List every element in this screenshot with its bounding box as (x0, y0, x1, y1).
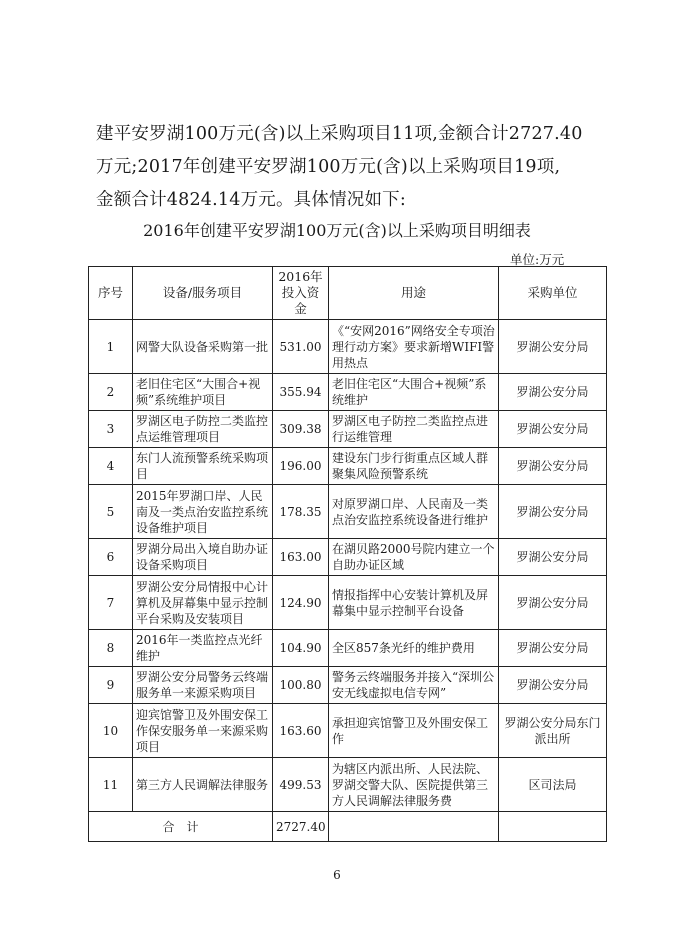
total-fund: 2727.40 (273, 812, 329, 842)
table-row (89, 576, 607, 630)
total-purpose-empty (329, 812, 499, 842)
cell-unit: 罗湖公安分局 (499, 411, 607, 448)
header-no: 序号 (89, 267, 133, 320)
table-row (89, 667, 607, 704)
header-fund-line-1: 2016年 (278, 269, 323, 284)
header-unit: 采购单位 (499, 267, 607, 320)
cell-no: 7 (89, 576, 133, 630)
table-row (89, 630, 607, 667)
cell-purpose: 对原罗湖口岸、人民南及一类点治安监控系统设备进行维护 (329, 485, 499, 539)
cell-unit: 罗湖公安分局 (499, 667, 607, 704)
cell-no: 6 (89, 539, 133, 576)
cell-no: 10 (89, 704, 133, 758)
cell-item: 东门人流预警系统采购项目 (133, 448, 273, 485)
header-item: 设备/服务项目 (133, 267, 273, 320)
paragraph-line-2: 万元;2017年创建平安罗湖100万元(含)以上采购项目19项, (96, 157, 561, 177)
cell-no: 9 (89, 667, 133, 704)
unit-label: 单位:万元 (510, 252, 565, 267)
body-paragraph (96, 118, 616, 217)
cell-purpose: 为辖区内派出所、人民法院、罗湖交警大队、医院提供第三方人民调解法律服务费 (329, 758, 499, 812)
cell-item: 第三方人民调解法律服务 (133, 758, 273, 812)
table-row (89, 485, 607, 539)
table-row (89, 758, 607, 812)
cell-item: 2015年罗湖口岸、人民南及一类点治安监控系统设备维护项目 (133, 485, 273, 539)
cell-fund: 163.00 (273, 539, 329, 576)
cell-item: 罗湖公安分局情报中心计算机及屏幕集中显示控制平台采购及安装项目 (133, 576, 273, 630)
cell-fund: 124.90 (273, 576, 329, 630)
cell-item: 2016年一类监控点光纤维护 (133, 630, 273, 667)
cell-fund: 104.90 (273, 630, 329, 667)
procurement-table (88, 266, 607, 842)
cell-purpose: 《“安网2016”网络安全专项治理行动方案》要求新增WIFI警用热点 (329, 320, 499, 374)
paragraph-line-3: 金额合计4824.14万元。具体情况如下: (96, 190, 406, 210)
header-fund-line-2: 投入资金 (281, 285, 320, 316)
cell-no: 8 (89, 630, 133, 667)
cell-fund: 196.00 (273, 448, 329, 485)
cell-purpose: 情报指挥中心安装计算机及屏幕集中显示控制平台设备 (329, 576, 499, 630)
cell-fund: 100.80 (273, 667, 329, 704)
cell-item: 老旧住宅区“大围合+视频”系统维护项目 (133, 374, 273, 411)
table-total-row (89, 812, 607, 842)
table-row (89, 448, 607, 485)
cell-no: 2 (89, 374, 133, 411)
cell-unit: 罗湖公安分局 (499, 630, 607, 667)
cell-item: 罗湖区电子防控二类监控点运维管理项目 (133, 411, 273, 448)
cell-unit: 罗湖公安分局 (499, 374, 607, 411)
cell-no: 3 (89, 411, 133, 448)
cell-fund: 178.35 (273, 485, 329, 539)
cell-fund: 309.38 (273, 411, 329, 448)
page-number: 6 (333, 868, 341, 882)
cell-purpose: 全区857条光纤的维护费用 (329, 630, 499, 667)
cell-item: 网警大队设备采购第一批 (133, 320, 273, 374)
total-unit-empty (499, 812, 607, 842)
total-label: 合 计 (89, 812, 273, 842)
table-row (89, 374, 607, 411)
table-row (89, 539, 607, 576)
cell-item: 罗湖公安分局警务云终端服务单一来源采购项目 (133, 667, 273, 704)
cell-no: 1 (89, 320, 133, 374)
table-row (89, 320, 607, 374)
table-title: 2016年创建平安罗湖100万元(含)以上采购项目明细表 (143, 221, 531, 240)
cell-unit: 罗湖公安分局 (499, 539, 607, 576)
cell-purpose: 罗湖区电子防控二类监控点进行运维管理 (329, 411, 499, 448)
cell-unit: 罗湖公安分局 (499, 576, 607, 630)
cell-unit: 罗湖公安分局 (499, 448, 607, 485)
cell-unit: 罗湖公安分局东门派出所 (499, 704, 607, 758)
cell-fund: 531.00 (273, 320, 329, 374)
cell-unit: 罗湖公安分局 (499, 320, 607, 374)
table-row (89, 411, 607, 448)
cell-purpose: 建设东门步行街重点区域人群聚集风险预警系统 (329, 448, 499, 485)
paragraph-line-1: 建平安罗湖100万元(含)以上采购项目11项,金额合计2727.40 (96, 124, 583, 144)
cell-fund: 163.60 (273, 704, 329, 758)
cell-unit: 区司法局 (499, 758, 607, 812)
cell-fund: 499.53 (273, 758, 329, 812)
table-header-row (89, 267, 607, 320)
cell-purpose: 在湖贝路2000号院内建立一个自助办证区域 (329, 539, 499, 576)
cell-no: 11 (89, 758, 133, 812)
cell-purpose: 老旧住宅区“大围合+视频”系统维护 (329, 374, 499, 411)
header-fund (273, 267, 329, 320)
cell-unit: 罗湖公安分局 (499, 485, 607, 539)
cell-fund: 355.94 (273, 374, 329, 411)
cell-no: 5 (89, 485, 133, 539)
cell-item: 罗湖分局出入境自助办证设备采购项目 (133, 539, 273, 576)
cell-purpose: 警务云终端服务并接入“深圳公安无线虚拟电信专网” (329, 667, 499, 704)
cell-item: 迎宾馆警卫及外围安保工作保安服务单一来源采购项目 (133, 704, 273, 758)
cell-no: 4 (89, 448, 133, 485)
table-row (89, 704, 607, 758)
header-purpose: 用途 (329, 267, 499, 320)
cell-purpose: 承担迎宾馆警卫及外围安保工作 (329, 704, 499, 758)
